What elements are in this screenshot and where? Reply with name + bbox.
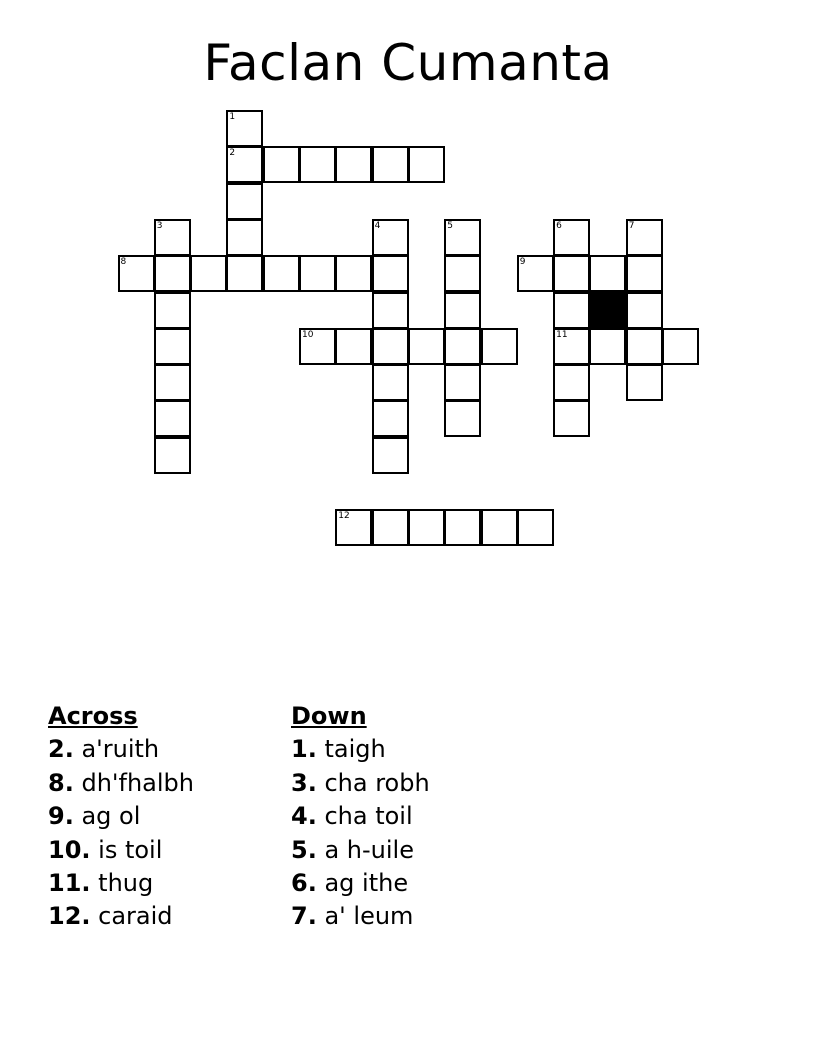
clue-number: 8. xyxy=(48,768,74,797)
grid-cell[interactable] xyxy=(226,255,263,292)
grid-cell[interactable] xyxy=(481,509,518,546)
grid-cell[interactable] xyxy=(444,509,481,546)
cell-number: 10 xyxy=(302,329,314,340)
grid-cell[interactable] xyxy=(626,328,663,365)
across-clues xyxy=(48,700,194,934)
grid-cell[interactable] xyxy=(444,255,481,292)
clue-down-3 xyxy=(291,767,430,800)
clue-across-12 xyxy=(48,900,194,933)
grid-cell[interactable] xyxy=(190,255,227,292)
clue-across-10 xyxy=(48,834,194,867)
grid-cell[interactable] xyxy=(335,509,372,546)
across-heading: Across xyxy=(48,702,138,730)
grid-cell[interactable] xyxy=(335,146,372,183)
grid-cell[interactable] xyxy=(372,292,409,329)
grid-cell[interactable] xyxy=(226,183,263,220)
grid-cell[interactable] xyxy=(263,255,300,292)
clue-text: caraid xyxy=(98,902,173,931)
clue-down-1 xyxy=(291,733,430,766)
clue-number: 1. xyxy=(291,735,317,764)
cell-number: 12 xyxy=(338,511,350,522)
clue-across-11 xyxy=(48,867,194,900)
grid-cell[interactable] xyxy=(226,110,263,147)
clue-text: ag ol xyxy=(81,802,141,831)
grid-cell[interactable] xyxy=(589,255,626,292)
cell-number: 2 xyxy=(229,148,236,159)
clue-number: 3. xyxy=(291,768,317,797)
cell-number: 7 xyxy=(628,220,635,231)
grid-cell[interactable] xyxy=(154,255,191,292)
grid-cell[interactable] xyxy=(408,509,445,546)
clue-down-6 xyxy=(291,867,430,900)
clue-number: 7. xyxy=(291,902,317,931)
grid-cell[interactable] xyxy=(299,146,336,183)
grid-cell[interactable] xyxy=(517,255,554,292)
grid-cell[interactable] xyxy=(444,328,481,365)
grid-cell[interactable] xyxy=(154,292,191,329)
clue-text: thug xyxy=(98,869,154,898)
cell-number: 11 xyxy=(556,329,568,340)
clue-text: a' leum xyxy=(324,902,414,931)
clue-text: ag ithe xyxy=(324,869,409,898)
grid-cell[interactable] xyxy=(372,219,409,256)
grid-cell[interactable] xyxy=(553,255,590,292)
clue-number: 10. xyxy=(48,835,91,864)
grid-cell[interactable] xyxy=(372,328,409,365)
clue-down-4 xyxy=(291,800,430,833)
clue-text: a h-uile xyxy=(324,835,414,864)
cell-number: 4 xyxy=(374,220,381,231)
clue-number: 6. xyxy=(291,869,317,898)
clue-number: 9. xyxy=(48,802,74,831)
grid-cell[interactable] xyxy=(553,400,590,437)
grid-cell[interactable] xyxy=(226,219,263,256)
clue-down-5 xyxy=(291,834,430,867)
grid-cell[interactable] xyxy=(372,255,409,292)
cell-number: 1 xyxy=(229,112,236,122)
clue-text: cha toil xyxy=(324,802,413,831)
grid-cell[interactable] xyxy=(118,255,155,292)
clue-number: 11. xyxy=(48,869,91,898)
cell-number: 9 xyxy=(519,257,526,268)
grid-cell[interactable] xyxy=(408,328,445,365)
grid-cell[interactable] xyxy=(154,328,191,365)
grid-cell[interactable] xyxy=(662,328,699,365)
grid-cell[interactable] xyxy=(626,364,663,401)
grid-cell[interactable] xyxy=(517,509,554,546)
cell-number: 8 xyxy=(120,257,127,268)
clue-number: 2. xyxy=(48,735,74,764)
grid-cell[interactable] xyxy=(372,437,409,474)
grid-cell[interactable] xyxy=(154,219,191,256)
clue-text: taigh xyxy=(324,735,386,764)
black-cell xyxy=(589,292,626,329)
grid-cell[interactable] xyxy=(444,400,481,437)
grid-cell[interactable] xyxy=(372,400,409,437)
down-clues xyxy=(291,700,430,934)
grid-cell[interactable] xyxy=(553,219,590,256)
grid-cell[interactable] xyxy=(553,364,590,401)
grid-cell[interactable] xyxy=(372,146,409,183)
clue-across-9 xyxy=(48,800,194,833)
clue-across-8 xyxy=(48,767,194,800)
grid-cell[interactable] xyxy=(444,219,481,256)
grid-cell[interactable] xyxy=(372,509,409,546)
grid-cell[interactable] xyxy=(589,328,626,365)
clue-across-2 xyxy=(48,733,194,766)
grid-cell[interactable] xyxy=(154,400,191,437)
grid-cell[interactable] xyxy=(626,219,663,256)
grid-cell[interactable] xyxy=(481,328,518,365)
cell-number: 6 xyxy=(556,220,562,231)
grid-cell[interactable] xyxy=(626,255,663,292)
clue-down-7 xyxy=(291,900,430,933)
grid-cell[interactable] xyxy=(408,146,445,183)
grid-cell[interactable] xyxy=(154,364,191,401)
clue-number: 12. xyxy=(48,902,91,931)
grid-cell[interactable] xyxy=(372,364,409,401)
grid-cell[interactable] xyxy=(335,328,372,365)
clue-text: dh'fhalbh xyxy=(81,768,194,797)
grid-cell[interactable] xyxy=(335,255,372,292)
clue-number: 4. xyxy=(291,802,317,831)
clue-number: 5. xyxy=(291,835,317,864)
clue-text: cha robh xyxy=(324,768,430,797)
grid-cell[interactable] xyxy=(299,255,336,292)
grid-cell[interactable] xyxy=(626,292,663,329)
grid-cell[interactable] xyxy=(154,437,191,474)
down-heading: Down xyxy=(291,702,367,730)
grid-cell[interactable] xyxy=(553,328,590,365)
grid-cell[interactable] xyxy=(299,328,336,365)
grid-cell[interactable] xyxy=(226,146,263,183)
grid-cell[interactable] xyxy=(444,292,481,329)
cell-number: 5 xyxy=(447,220,453,231)
puzzle-title: Faclan Cumanta xyxy=(203,34,613,92)
clue-text: a'ruith xyxy=(81,735,160,764)
grid-cell[interactable] xyxy=(263,146,300,183)
clue-text: is toil xyxy=(98,835,163,864)
grid-cell[interactable] xyxy=(553,292,590,329)
cell-number: 3 xyxy=(156,220,163,231)
grid-cell[interactable] xyxy=(444,364,481,401)
